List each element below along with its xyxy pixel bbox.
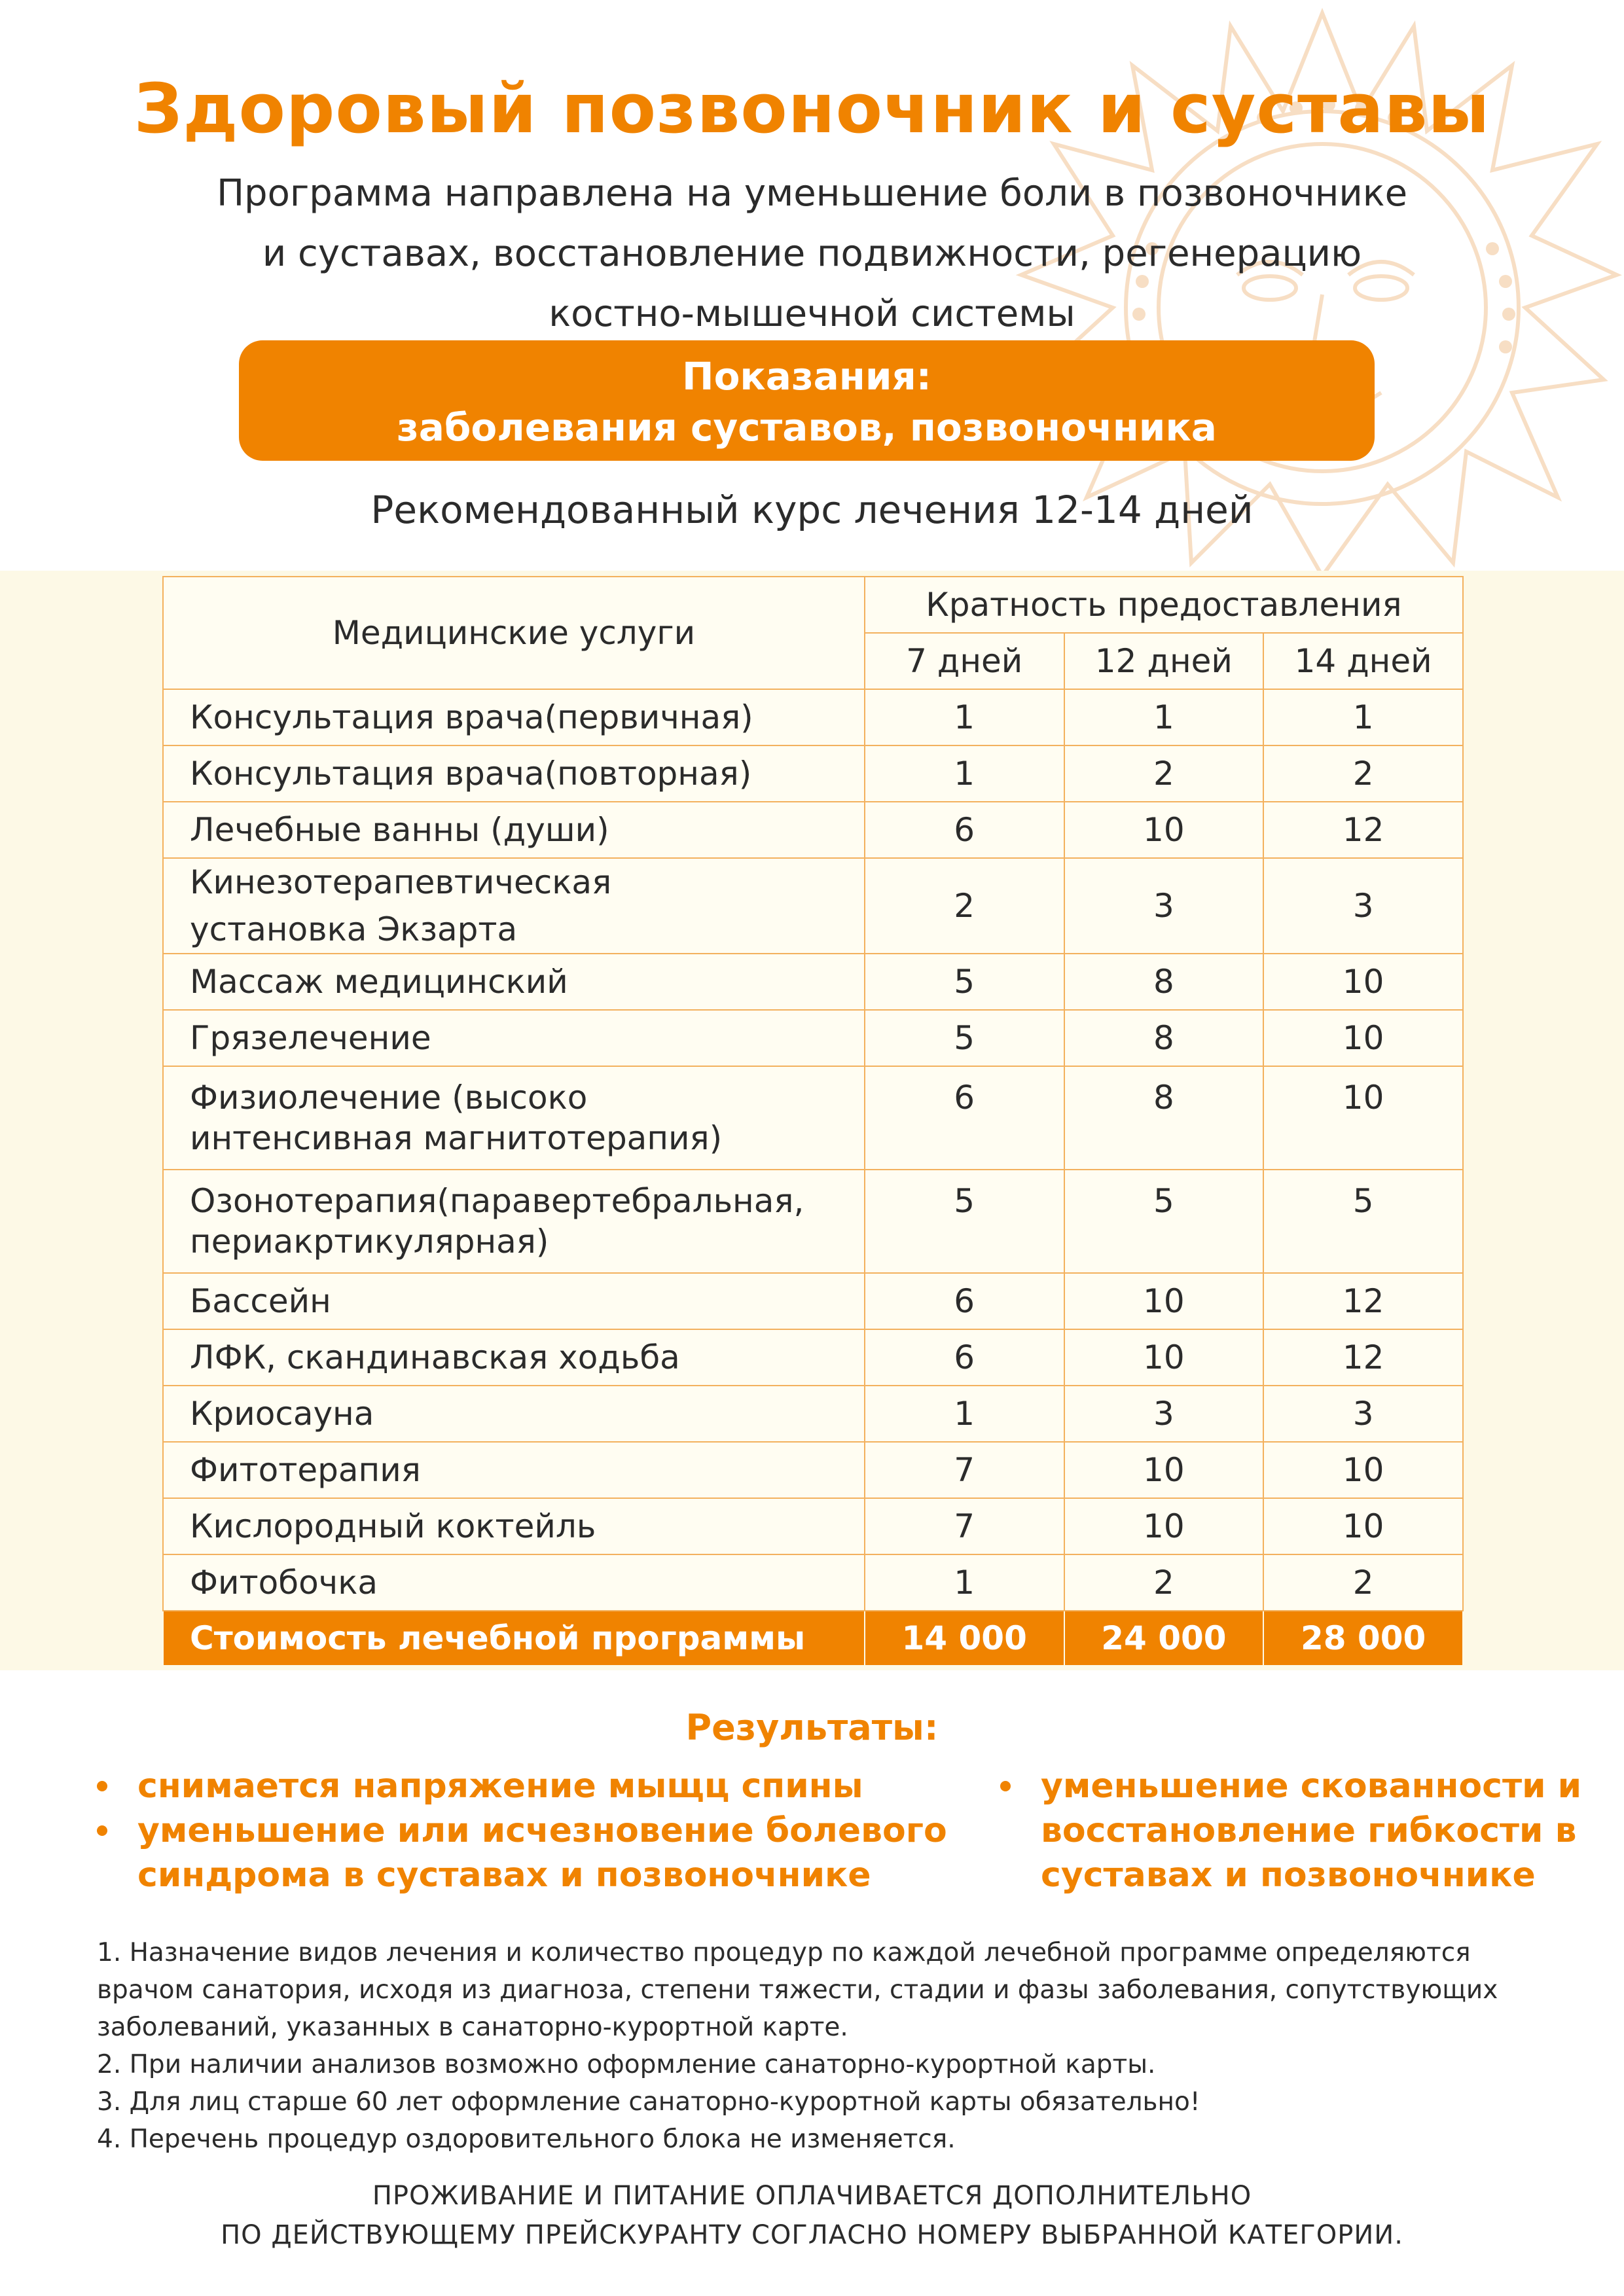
- table-row: [163, 1386, 1463, 1442]
- service-count: 8: [1064, 1010, 1264, 1066]
- table-row: [163, 1554, 1463, 1611]
- service-count: 1: [1263, 689, 1463, 745]
- service-name-line: Озонотерапия(паравертебральная,: [190, 1182, 804, 1220]
- result-item: [1000, 1764, 1589, 1897]
- service-name: Криосауна: [163, 1386, 865, 1442]
- header-duration: 14 дней: [1263, 633, 1463, 689]
- service-count: 2: [1263, 1554, 1463, 1611]
- service-count: 12: [1263, 1329, 1463, 1386]
- service-count: 5: [1263, 1170, 1463, 1273]
- service-count: 8: [1064, 1066, 1264, 1170]
- service-name-line: Кинезотерапевтическая: [190, 863, 612, 901]
- service-count: 1: [865, 745, 1064, 802]
- table-total-row: [163, 1611, 1463, 1666]
- service-count: 2: [1064, 745, 1264, 802]
- service-count: 8: [1064, 954, 1264, 1010]
- service-name: Кислородный коктейль: [163, 1498, 865, 1554]
- table-row: [163, 1442, 1463, 1498]
- service-count: 1: [865, 1554, 1064, 1611]
- header-services: Медицинские услуги: [163, 577, 865, 689]
- service-count: 5: [865, 1170, 1064, 1273]
- service-count: 10: [1064, 1329, 1264, 1386]
- service-count: 10: [1064, 1498, 1264, 1554]
- footnotes: [97, 1934, 1537, 2158]
- description-line: Программа направлена на уменьшение боли в позвоночнике: [216, 172, 1408, 215]
- footer-line: ПРОЖИВАНИЕ И ПИТАНИЕ ОПЛАЧИВАЕТСЯ ДОПОЛНИТЕЛЬНО: [372, 2181, 1252, 2211]
- service-count: 6: [865, 1273, 1064, 1329]
- bullet-icon: [1000, 1781, 1011, 1791]
- service-name: Фитотерапия: [163, 1442, 865, 1498]
- service-count: 1: [1064, 689, 1264, 745]
- table-row: [163, 954, 1463, 1010]
- service-name: Фитобочка: [163, 1554, 865, 1611]
- header-frequency: Кратность предоставления: [865, 577, 1463, 633]
- table-row: [163, 1498, 1463, 1554]
- service-count: 10: [1263, 954, 1463, 1010]
- indications-label: Показания:: [682, 354, 931, 399]
- service-count: 6: [865, 1329, 1064, 1386]
- total-price: 28 000: [1263, 1611, 1463, 1666]
- result-text: снимается напряжение мыщц спины: [137, 1767, 863, 1806]
- service-name: [163, 858, 865, 954]
- footer-line: ПО ДЕЙСТВУЮЩЕМУ ПРЕЙСКУРАНТУ СОГЛАСНО НОМЕРУ ВЫБРАННОЙ КАТЕГОРИИ.: [221, 2220, 1403, 2250]
- table-row: [163, 1170, 1463, 1273]
- total-label: Стоимость лечебной программы: [163, 1611, 865, 1666]
- service-count: 10: [1064, 802, 1264, 858]
- service-name: Бассейн: [163, 1273, 865, 1329]
- service-name: [163, 1170, 865, 1273]
- service-count: 10: [1064, 1273, 1264, 1329]
- service-count: 2: [865, 858, 1064, 954]
- service-name: ЛФК, скандинавская ходьба: [163, 1329, 865, 1386]
- result-text: уменьшение или исчезновение болевого синдрома в суставах и позвоночнике: [137, 1811, 947, 1895]
- table-row: [163, 1273, 1463, 1329]
- result-text: уменьшение скованности и восстановление гибкости в суставах и позвоночнике: [1041, 1767, 1582, 1895]
- service-count: 10: [1263, 1066, 1463, 1170]
- service-count: 5: [1064, 1170, 1264, 1273]
- service-name: [163, 1066, 865, 1170]
- table-row: [163, 802, 1463, 858]
- service-count: 5: [865, 1010, 1064, 1066]
- service-count: 7: [865, 1442, 1064, 1498]
- results-title: Результаты:: [685, 1707, 939, 1748]
- description-line: и суставах, восстановление подвижности, регенерацию: [262, 232, 1362, 275]
- total-price: 24 000: [1064, 1611, 1264, 1666]
- service-count: 3: [1263, 1386, 1463, 1442]
- footnote: 2. При наличии анализов возможно оформление санаторно-курортной карты.: [97, 2050, 1156, 2079]
- table-row: [163, 745, 1463, 802]
- service-count: 12: [1263, 802, 1463, 858]
- results-list-left: [97, 1764, 948, 1897]
- service-name: Консультация врача(повторная): [163, 745, 865, 802]
- service-count: 2: [1263, 745, 1463, 802]
- footnote: 4. Перечень процедур оздоровительного блока не изменяется.: [97, 2125, 956, 2154]
- service-count: 12: [1263, 1273, 1463, 1329]
- total-price: 14 000: [865, 1611, 1064, 1666]
- service-name: Массаж медицинский: [163, 954, 865, 1010]
- indications-banner: [239, 340, 1375, 461]
- service-count: 10: [1263, 1010, 1463, 1066]
- service-name-line: установка Экзарта: [190, 910, 518, 948]
- result-item: [97, 1808, 948, 1897]
- service-count: 3: [1064, 1386, 1264, 1442]
- service-count: 3: [1064, 858, 1264, 954]
- service-count: 5: [865, 954, 1064, 1010]
- service-name: Консультация врача(первичная): [163, 689, 865, 745]
- page-title: Здоровый позвоночник и суставы: [134, 69, 1490, 149]
- results-list-right: [1000, 1764, 1589, 1897]
- service-count: 1: [865, 689, 1064, 745]
- bullet-icon: [97, 1781, 107, 1791]
- table-row: [163, 1329, 1463, 1386]
- footnote: 3. Для лиц старше 60 лет оформление санаторно-курортной карты обязательно!: [97, 2087, 1200, 2117]
- footnote: 1. Назначение видов лечения и количество процедур по каждой лечебной программе определяются врачом санатория, исходя из диагноза, степени тяжести, стадии и фазы заболевания, сопутствующих заболеваний, указанных в санаторно-курортной карте.: [97, 1938, 1498, 2042]
- table-row: [163, 1010, 1463, 1066]
- service-count: 10: [1263, 1442, 1463, 1498]
- service-count: 10: [1064, 1442, 1264, 1498]
- description-line: костно-мышечной системы: [549, 293, 1075, 335]
- service-name-line: периакртикулярная): [190, 1223, 549, 1261]
- header-duration: 12 дней: [1064, 633, 1264, 689]
- service-count: 3: [1263, 858, 1463, 954]
- service-count: 7: [865, 1498, 1064, 1554]
- service-name: Грязелечение: [163, 1010, 865, 1066]
- service-count: 10: [1263, 1498, 1463, 1554]
- footer-notice: [0, 2176, 1624, 2255]
- service-count: 2: [1064, 1554, 1264, 1611]
- service-count: 6: [865, 802, 1064, 858]
- table-row: [163, 689, 1463, 745]
- indications-text: заболевания суставов, позвоночника: [397, 405, 1217, 450]
- service-name-line: Физиолечение (высоко: [190, 1079, 588, 1117]
- services-table: [162, 576, 1464, 1666]
- table-row: [163, 1066, 1463, 1170]
- service-count: 6: [865, 1066, 1064, 1170]
- result-item: [97, 1764, 948, 1808]
- service-name: Лечебные ванны (души): [163, 802, 865, 858]
- recommended-course: Рекомендованный курс лечения 12-14 дней: [370, 488, 1254, 532]
- program-description: [0, 164, 1624, 344]
- header-duration: 7 дней: [865, 633, 1064, 689]
- table-row: [163, 858, 1463, 954]
- service-count: 1: [865, 1386, 1064, 1442]
- bullet-icon: [97, 1825, 107, 1836]
- service-name-line: интенсивная магнитотерапия): [190, 1119, 723, 1157]
